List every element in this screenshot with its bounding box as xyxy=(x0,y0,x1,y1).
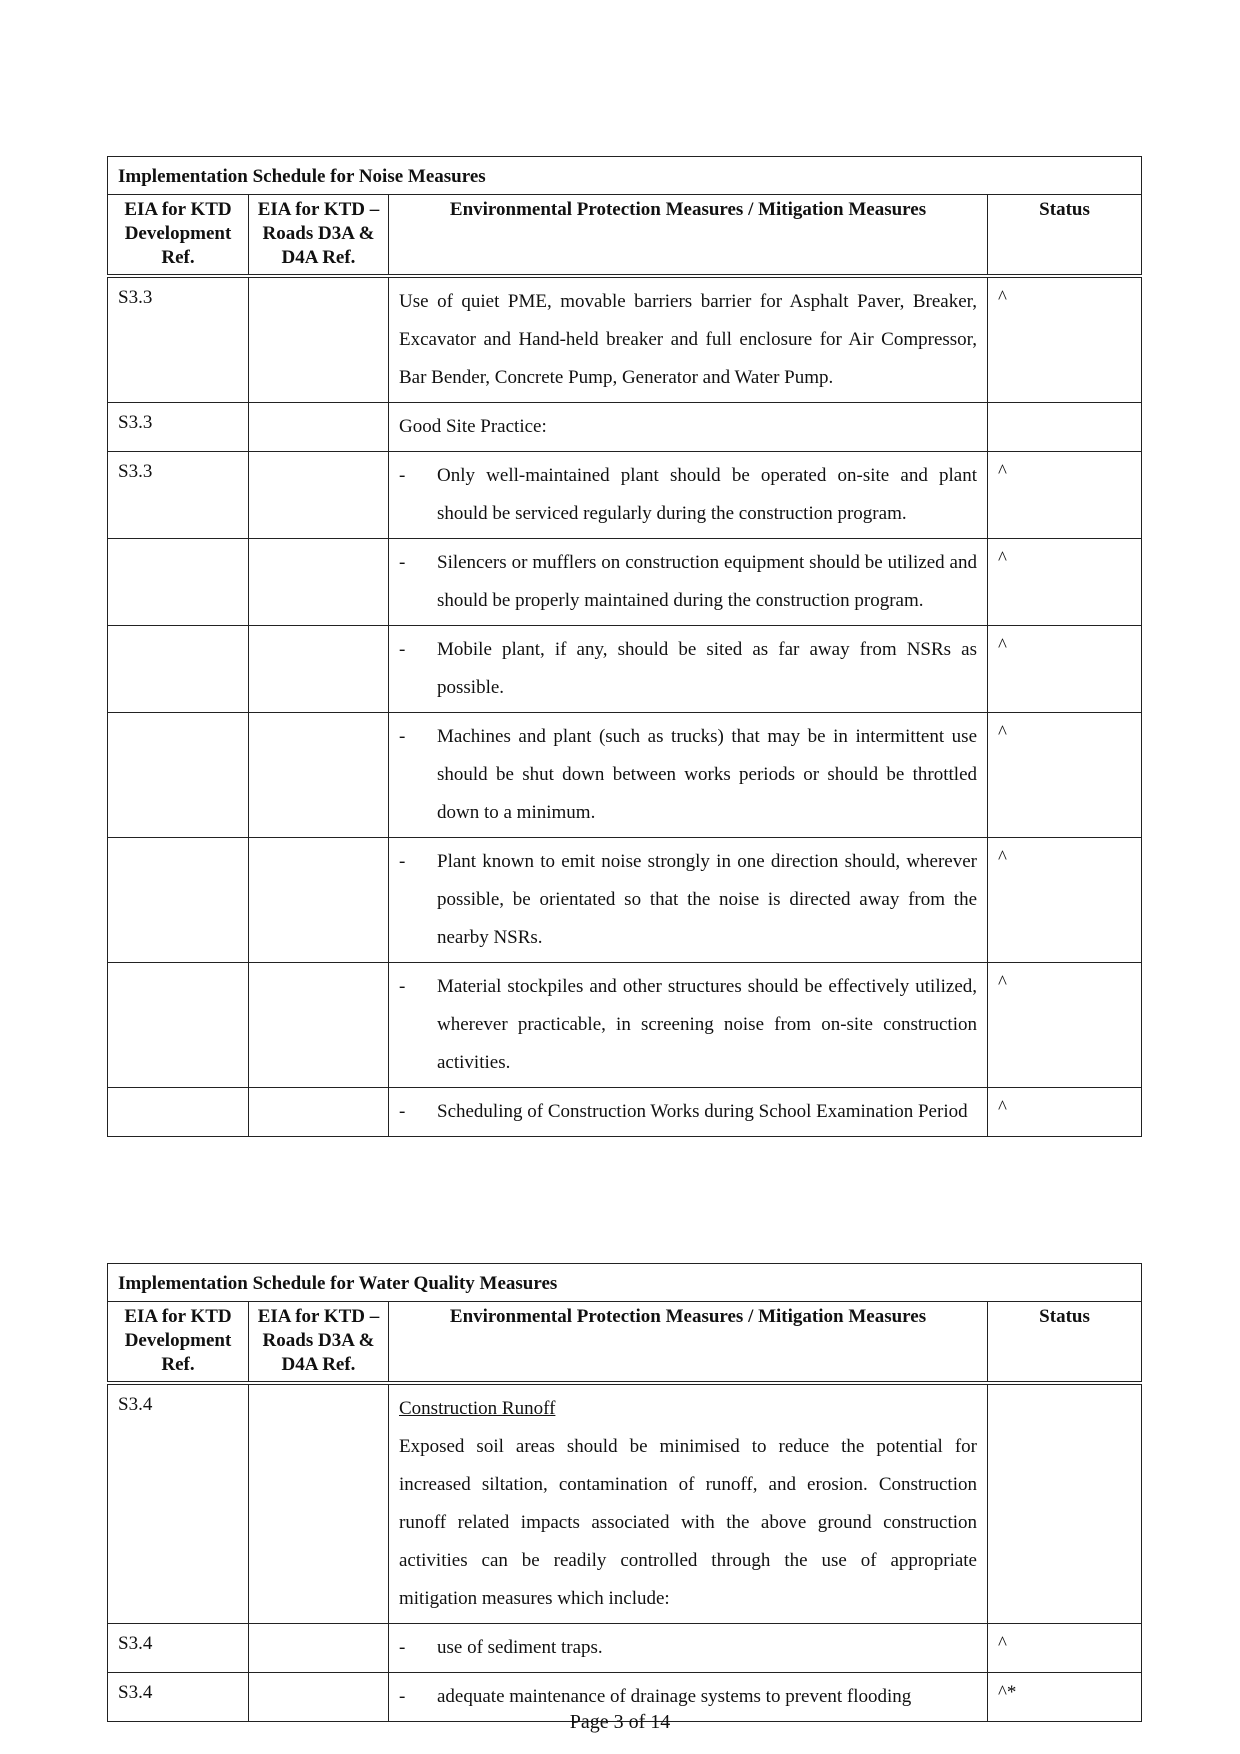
measure-text: Material stockpiles and other structures should be effectively utilized, wherever practicable, in screening noise from on-site construction activities. xyxy=(437,976,977,1073)
ref-roads-cell xyxy=(249,713,389,838)
bullet-dash: - xyxy=(399,851,406,872)
ref-development-cell xyxy=(108,838,249,963)
header-ref-roads: EIA for KTD – Roads D3A & D4A Ref. xyxy=(249,195,389,277)
measure-text: Good Site Practice: xyxy=(389,403,988,452)
status-cell: ^ xyxy=(988,452,1142,539)
measure-bullet xyxy=(389,452,988,539)
status-cell: ^ xyxy=(988,1088,1142,1137)
ref-roads-cell xyxy=(249,403,389,452)
page-of-label: of xyxy=(628,1711,646,1733)
ref-roads-cell xyxy=(249,626,389,713)
ref-development-cell xyxy=(108,539,249,626)
ref-roads-cell xyxy=(249,1624,389,1673)
measure-text: Mobile plant, if any, should be sited as far away from NSRs as possible. xyxy=(437,639,977,698)
ref-development-cell: S3.3 xyxy=(108,276,249,403)
table-row xyxy=(108,276,1142,403)
ref-roads-cell xyxy=(249,1088,389,1137)
table-row xyxy=(108,1624,1142,1673)
bullet-dash: - xyxy=(399,1101,406,1122)
ref-roads-cell xyxy=(249,963,389,1088)
ref-development-cell xyxy=(108,963,249,1088)
measure-text: Use of quiet PME, movable barriers barrier for Asphalt Paver, Breaker, Excavator and Hand-held breaker and full enclosure for Air Compressor, Bar Bender, Concrete Pump, Generator and Water Pump. xyxy=(389,276,988,403)
table-row xyxy=(108,838,1142,963)
header-measures: Environmental Protection Measures / Mitigation Measures xyxy=(389,195,988,277)
page-total: 14 xyxy=(650,1711,671,1733)
measure-text: Scheduling of Construction Works during School Examination Period xyxy=(437,1101,968,1122)
table-row xyxy=(108,626,1142,713)
measure-text: use of sediment traps. xyxy=(437,1637,603,1658)
table-row xyxy=(108,1088,1142,1137)
header-ref-roads: EIA for KTD – Roads D3A & D4A Ref. xyxy=(249,1302,389,1384)
header-measures: Environmental Protection Measures / Mitigation Measures xyxy=(389,1302,988,1384)
header-ref-development: EIA for KTD Development Ref. xyxy=(108,1302,249,1384)
header-ref-development: EIA for KTD Development Ref. xyxy=(108,195,249,277)
ref-roads-cell xyxy=(249,1383,389,1624)
measure-text: Exposed soil areas should be minimised to reduce the potential for increased siltation, contamination of runoff, and erosion. Construction runoff related impacts associated with the above ground construction activities can be readily controlled through the use of appropriate mitigation measures which include: xyxy=(399,1436,977,1609)
table-row xyxy=(108,539,1142,626)
measure-text: Machines and plant (such as trucks) that may be in intermittent use should be shut down between works periods or should be throttled down to a minimum. xyxy=(437,726,977,823)
measure-bullet xyxy=(389,626,988,713)
measure-bullet xyxy=(389,963,988,1088)
header-status: Status xyxy=(988,195,1142,277)
bullet-dash: - xyxy=(399,1686,406,1707)
bullet-dash: - xyxy=(399,726,406,747)
status-cell: ^ xyxy=(988,626,1142,713)
measure-bullet xyxy=(389,1624,988,1673)
ref-development-cell: S3.4 xyxy=(108,1673,249,1722)
ref-development-cell: S3.3 xyxy=(108,452,249,539)
status-cell: ^ xyxy=(988,838,1142,963)
ref-development-cell: S3.4 xyxy=(108,1383,249,1624)
measure-cell xyxy=(389,1383,988,1624)
measure-text: Silencers or mufflers on construction equipment should be utilized and should be properly maintained during the construction program. xyxy=(437,552,977,611)
water-quality-schedule-table xyxy=(107,1263,1142,1722)
water-table-title: Implementation Schedule for Water Quality Measures xyxy=(108,1264,1142,1302)
bullet-dash: - xyxy=(399,1637,406,1658)
measure-bullet xyxy=(389,838,988,963)
ref-roads-cell xyxy=(249,276,389,403)
header-status: Status xyxy=(988,1302,1142,1384)
status-cell xyxy=(988,403,1142,452)
page-footer xyxy=(0,1711,1240,1734)
status-cell: ^ xyxy=(988,713,1142,838)
status-cell: ^ xyxy=(988,276,1142,403)
noise-table-title: Implementation Schedule for Noise Measures xyxy=(108,157,1142,195)
status-cell: ^ xyxy=(988,963,1142,1088)
page-number: 3 xyxy=(613,1711,624,1733)
measure-bullet xyxy=(389,1088,988,1137)
ref-roads-cell xyxy=(249,539,389,626)
bullet-dash: - xyxy=(399,639,406,660)
bullet-dash: - xyxy=(399,552,406,573)
ref-roads-cell xyxy=(249,452,389,539)
status-cell: ^ xyxy=(988,539,1142,626)
ref-development-cell: S3.3 xyxy=(108,403,249,452)
bullet-dash: - xyxy=(399,976,406,997)
measure-text: Plant known to emit noise strongly in one direction should, wherever possible, be orientated so that the noise is directed away from the nearby NSRs. xyxy=(437,851,977,948)
ref-development-cell xyxy=(108,713,249,838)
status-cell: ^* xyxy=(988,1673,1142,1722)
table-row xyxy=(108,713,1142,838)
measure-bullet xyxy=(389,713,988,838)
table-row xyxy=(108,963,1142,1088)
ref-roads-cell xyxy=(249,838,389,963)
table-row xyxy=(108,403,1142,452)
measure-heading: Construction Runoff xyxy=(399,1398,556,1419)
page-label: Page xyxy=(569,1711,609,1733)
measure-bullet xyxy=(389,539,988,626)
status-cell xyxy=(988,1383,1142,1624)
bullet-dash: - xyxy=(399,465,406,486)
status-cell: ^ xyxy=(988,1624,1142,1673)
ref-development-cell xyxy=(108,1088,249,1137)
table-row xyxy=(108,452,1142,539)
measure-text: Only well-maintained plant should be operated on-site and plant should be serviced regularly during the construction program. xyxy=(437,465,977,524)
measure-text: adequate maintenance of drainage systems to prevent flooding xyxy=(437,1686,912,1707)
ref-development-cell: S3.4 xyxy=(108,1624,249,1673)
ref-development-cell xyxy=(108,626,249,713)
noise-schedule-table xyxy=(107,156,1142,1137)
table-row xyxy=(108,1383,1142,1624)
